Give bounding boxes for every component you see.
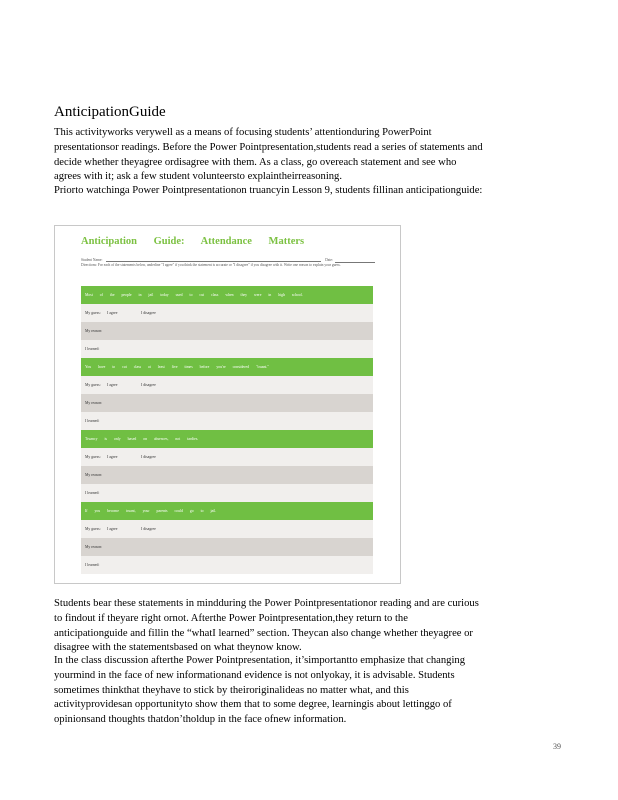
guess-label: My guess:: [85, 455, 101, 459]
student-name-line: [106, 258, 321, 262]
figure-header: [81, 258, 375, 268]
date-line: [335, 258, 375, 263]
agree-option: I agree: [107, 383, 118, 387]
guess-label: My guess:: [85, 527, 101, 531]
figure-title: Anticipation Guide: Attendance Matters: [81, 236, 305, 247]
discussion-paragraph: In the class discussion afterthe Power Pointpresentation, it’simportantto emphasize that changing yourmind in the face of new informationand evidence is not onlyokay, it is advisable. Students sometimes thinkthat theyhave to stick by theiroriginalideas no matter what, and this activityprovidesan opportunityto show them that to some degree, learningis about lettinggo of opinionsand thoughts thatdon’tholdup in the face ofnew information.: [54, 655, 466, 726]
reason-row: [81, 538, 373, 556]
statement-row: Most of the people in jail today used to cut class when they were in high school.: [81, 286, 373, 304]
agree-option: I agree: [107, 455, 118, 459]
guess-label: My guess:: [85, 383, 101, 387]
guess-row: [81, 448, 373, 466]
disagree-option: I disagree: [141, 527, 156, 531]
directions-text: Directions: For each of the statements below, underline "I agree" if you think the statement is accurate or "I disagree" if you disagree with it. Write one reason to explain your guess.: [81, 263, 341, 267]
guess-row: [81, 304, 373, 322]
guess-row: [81, 520, 373, 538]
student-name-label: Student Name:: [81, 258, 103, 262]
reason-row: [81, 394, 373, 412]
after-reading-paragraph: Students bear these statements in mindduring the Power Pointpresentationor reading and are curious to findout if theyare right ornot. Afterthe Power Pointpresentation,they return to the anticipationguide and fillin the “whatI learned” section. Theycan also change whether theyagree or disagree with the statementsbased on what theynow know.: [54, 598, 479, 654]
anticipation-guide-figure: [54, 225, 401, 584]
learned-row: [81, 484, 373, 502]
agree-option: I agree: [107, 527, 118, 531]
learned-label: I learned:: [85, 347, 100, 351]
guide-table: [81, 286, 373, 574]
disagree-option: I disagree: [141, 383, 156, 387]
learned-label: I learned:: [85, 563, 100, 567]
learned-row: [81, 340, 373, 358]
guess-row: [81, 376, 373, 394]
agree-option: I agree: [107, 311, 118, 315]
statement-row: If you become truant, your parents could go to jail.: [81, 502, 373, 520]
lesson-paragraph: Priorto watchinga Power Pointpresentationon truancyin Lesson 9, students fillinan anticipationguide:: [54, 185, 483, 196]
reason-row: [81, 322, 373, 340]
reason-label: My reason:: [85, 545, 103, 549]
reason-label: My reason:: [85, 329, 103, 333]
reason-label: My reason:: [85, 473, 103, 477]
date-label: Date:: [325, 258, 333, 262]
learned-row: [81, 412, 373, 430]
disagree-option: I disagree: [141, 311, 156, 315]
statement-row: Truancy is only based on absences, not tardies.: [81, 430, 373, 448]
reason-label: My reason:: [85, 401, 103, 405]
page-number: 39: [553, 742, 561, 751]
section-heading: AnticipationGuide: [54, 104, 166, 120]
statement-row: You have to cut class at least five times before you're considered "truant.": [81, 358, 373, 376]
disagree-option: I disagree: [141, 455, 156, 459]
learned-row: [81, 556, 373, 574]
reason-row: [81, 466, 373, 484]
learned-label: I learned:: [85, 491, 100, 495]
intro-paragraph: This activityworks verywell as a means of focusing students’ attentionduring PowerPoint presentationsor readings. Before the Power Pointpresentation,students read a series of statements and decide whether theyagree ordisagree with them. As a class, go overeach statement and see who agrees with it; ask a few student volunteersto explaintheirreasoning.: [54, 127, 483, 183]
learned-label: I learned:: [85, 419, 100, 423]
guess-label: My guess:: [85, 311, 101, 315]
